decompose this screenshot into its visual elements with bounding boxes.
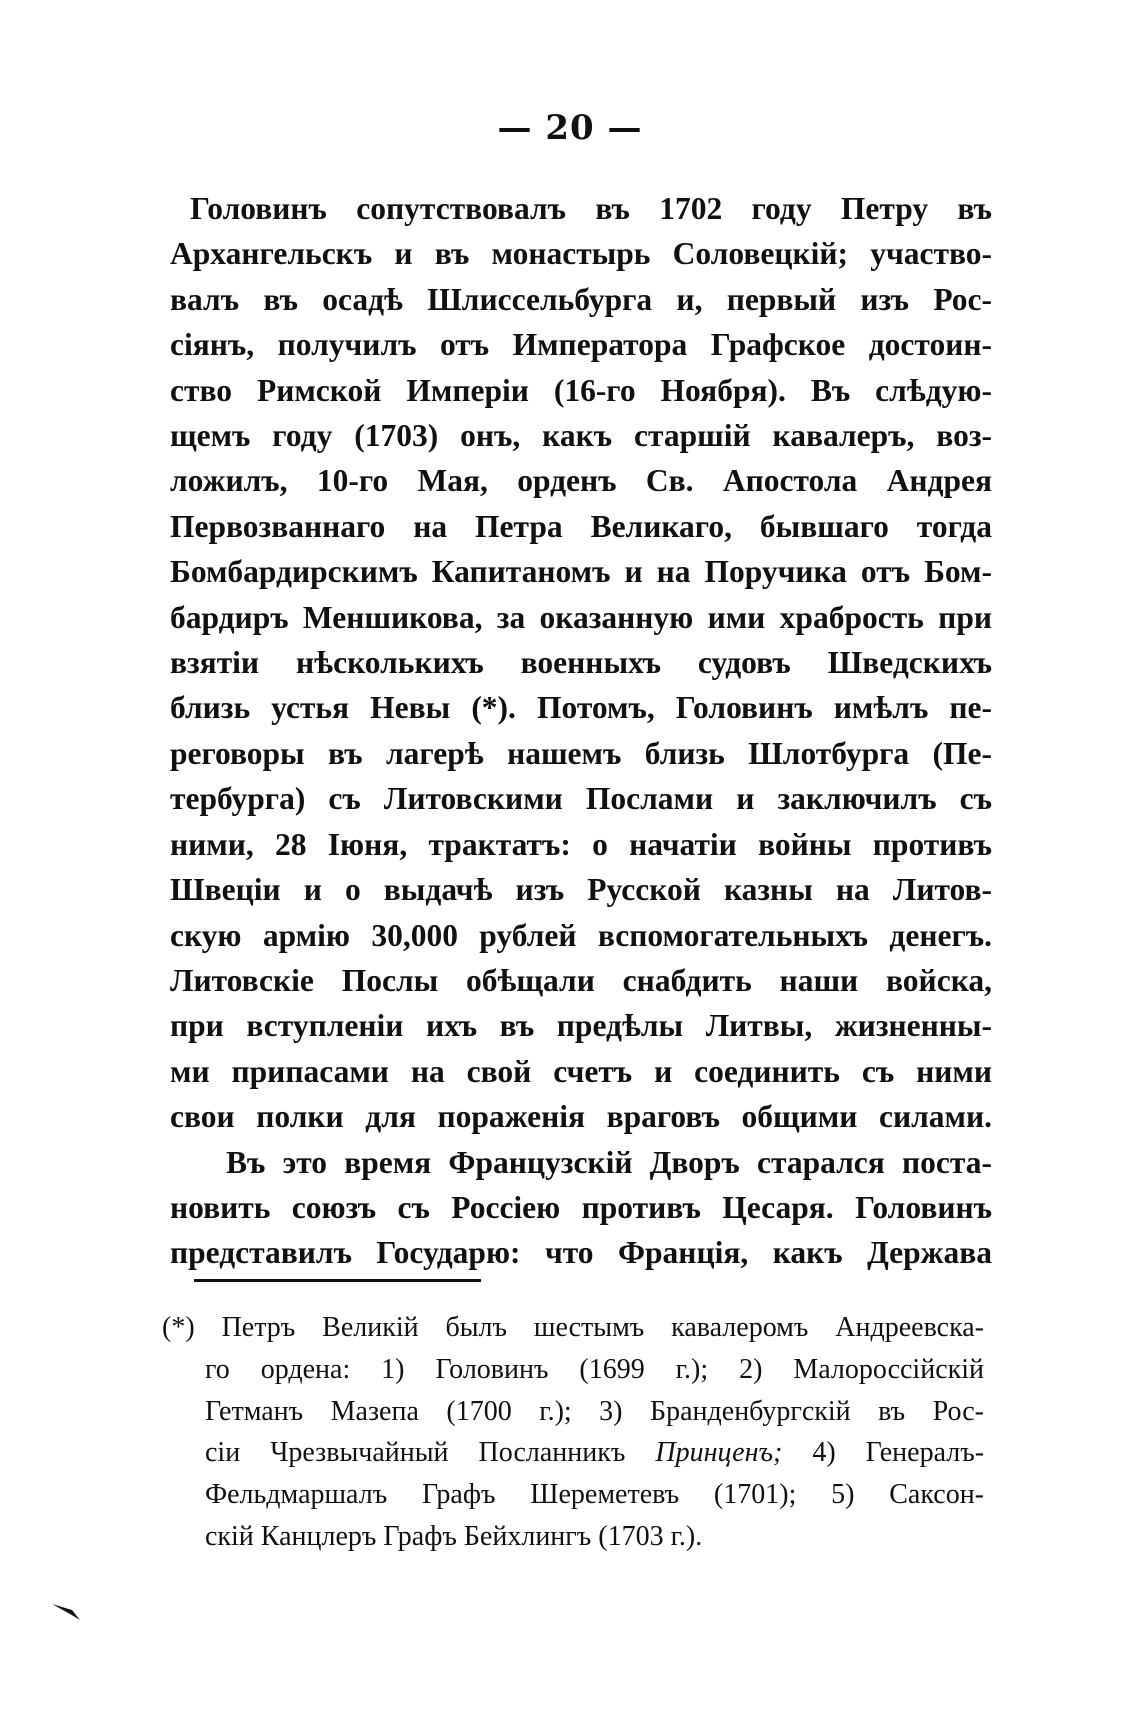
footnote-italic-name: Принценъ; [655,1437,783,1469]
footnote-line-6: скій Канцлеръ Графъ Бейхлингъ (1703 г.). [205,1520,703,1552]
footnote-line-5: Фельдмаршалъ Графъ Шереметевъ (1701); 5) Саксон- [205,1479,984,1511]
body-line-16: Швеціи и о выдачѣ изъ Русской казны на Литов- [170,872,992,908]
body-line-10: бардиръ Меншикова, за оказанную ими храбрость при [170,599,992,635]
body-line-2: Архангельскъ и въ монастырь Соловецкій; участво- [170,236,992,272]
ink-mark-icon [50,1600,82,1622]
body-line-21: свои полки для пораженія враговъ общими силами. [170,1099,992,1135]
body-line-24: представилъ Государю: что Франція, какъ Держава [170,1235,992,1271]
body-line-4: сіянъ, получилъ отъ Императора Графское достоин- [170,327,992,363]
footnote-text-4a: сіи Чрезвычайный Посланникъ [205,1437,626,1469]
footnote-line-1 [162,1307,984,1349]
footnote-text-1: Петръ Великій былъ шестымъ кавалеромъ Андреевска- [221,1312,985,1343]
body-line-22: Въ это время Французскій Дворъ старался поста- [226,1144,992,1180]
body-line-15: ними, 28 Іюня, трактатъ: о начатіи войны противъ [170,826,992,862]
body-line-18: Литовскіе Послы обѣщали снабдить наши войска, [170,962,992,998]
body-line-5: ство Римской Имперіи (16-го Ноября). Въ слѣдую- [170,372,992,408]
body-line-3: валъ въ осадѣ Шлиссельбурга и, первый изъ Рос- [170,281,992,317]
footnote-separator [194,1279,481,1282]
body-line-1: Головинъ сопутствовалъ въ 1702 году Петру въ [190,191,992,226]
body-line-20: ми припасами на свой счетъ и соединить съ ними [170,1053,992,1089]
footnote-line-4 [162,1432,984,1474]
footnote [162,1307,984,1558]
body-line-7: ложилъ, 10-го Мая, орденъ Св. Апостола Андрея [170,463,992,499]
body-line-8: Первозваннаго на Петра Великаго, бывшаго тогда [170,508,992,544]
body-line-17: скую армію 30,000 рублей вспомогательныхъ денегъ. [170,917,992,953]
body-line-14: тербурга) съ Литовскими Послами и заключилъ съ [170,781,992,817]
footnote-text-4b: 4) Генералъ- [812,1437,985,1469]
body-line-13: реговоры въ лагерѣ нашемъ близь Шлотбурга (Пе- [170,735,992,771]
body-line-12: близь устья Невы (*). Потомъ, Головинъ имѣлъ пе- [170,690,992,726]
footnote-line-2: го ордена: 1) Головинъ (1699 г.); 2) Малороссійскій [205,1353,984,1385]
body-line-6: щемъ году (1703) онъ, какъ старшій кавалеръ, воз- [170,418,992,454]
footnote-marker: (*) [162,1312,195,1343]
body-line-23: новить союзъ съ Россіею противъ Цесаря. Головинъ [170,1189,992,1225]
body-line-19: при вступленіи ихъ въ предѣлы Литвы, жизненны- [170,1008,992,1044]
page-number: — 20 — [497,108,643,148]
body-line-11: взятіи нѣсколькихъ военныхъ судовъ Шведскихъ [170,645,992,681]
body-line-9: Бомбардирскимъ Капитаномъ и на Поручика отъ Бом- [170,554,992,590]
footnote-line-3: Гетманъ Мазепа (1700 г.); 3) Бранденбургскій въ Рос- [205,1395,984,1427]
body-text [170,186,992,1276]
